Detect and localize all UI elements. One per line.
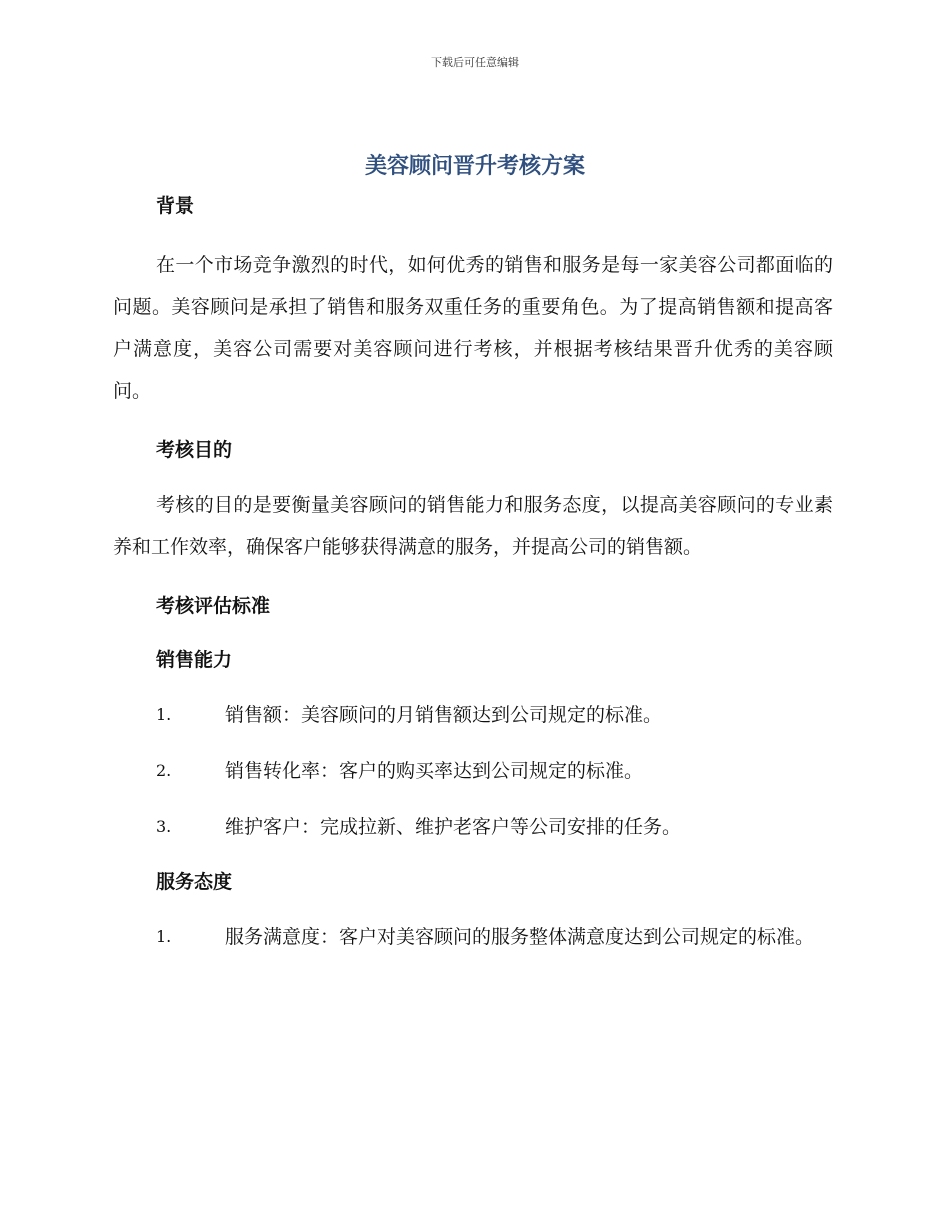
- section-heading-criteria: 考核评估标准: [156, 595, 271, 617]
- list-item: [113, 806, 833, 848]
- list-item-number: 3.: [156, 817, 172, 836]
- document-title: 美容顾问晋升考核方案: [364, 154, 585, 179]
- list-item: [113, 916, 833, 958]
- section-heading-service: 服务态度: [156, 871, 233, 893]
- section-heading-background: 背景: [156, 195, 195, 217]
- section-heading-purpose: 考核目的: [156, 439, 233, 461]
- list-item-number: 2.: [156, 761, 172, 780]
- document-body: [113, 190, 833, 958]
- list-item: [113, 694, 833, 736]
- list-item-text: 销售额：美容顾问的月销售额达到公司规定的标准。: [225, 704, 663, 726]
- list-item-number: 1.: [156, 705, 172, 724]
- purpose-paragraph: 考核的目的是要衡量美容顾问的销售能力和服务态度，以提高美容顾问的专业素养和工作效率，确保客户能够获得满意的服务，并提高公司的销售额。: [113, 494, 833, 558]
- header-note: 下载后可任意编辑: [431, 56, 519, 69]
- list-item-text: 销售转化率：客户的购买率达到公司规定的标准。: [225, 760, 644, 782]
- list-item-text: 服务满意度：客户对美容顾问的服务整体满意度达到公司规定的标准。: [225, 926, 815, 948]
- list-item: [113, 750, 833, 792]
- list-item-text: 维护客户：完成拉新、维护老客户等公司安排的任务。: [225, 816, 682, 838]
- section-heading-sales: 销售能力: [156, 649, 233, 671]
- list-item-number: 1.: [156, 927, 172, 946]
- background-paragraph: 在一个市场竞争激烈的时代，如何优秀的销售和服务是每一家美容公司都面临的问题。美容顾问是承担了销售和服务双重任务的重要角色。为了提高销售额和提高客户满意度，美容公司需要对美容顾问进行考核，并根据考核结果晋升优秀的美容顾问。: [113, 254, 833, 402]
